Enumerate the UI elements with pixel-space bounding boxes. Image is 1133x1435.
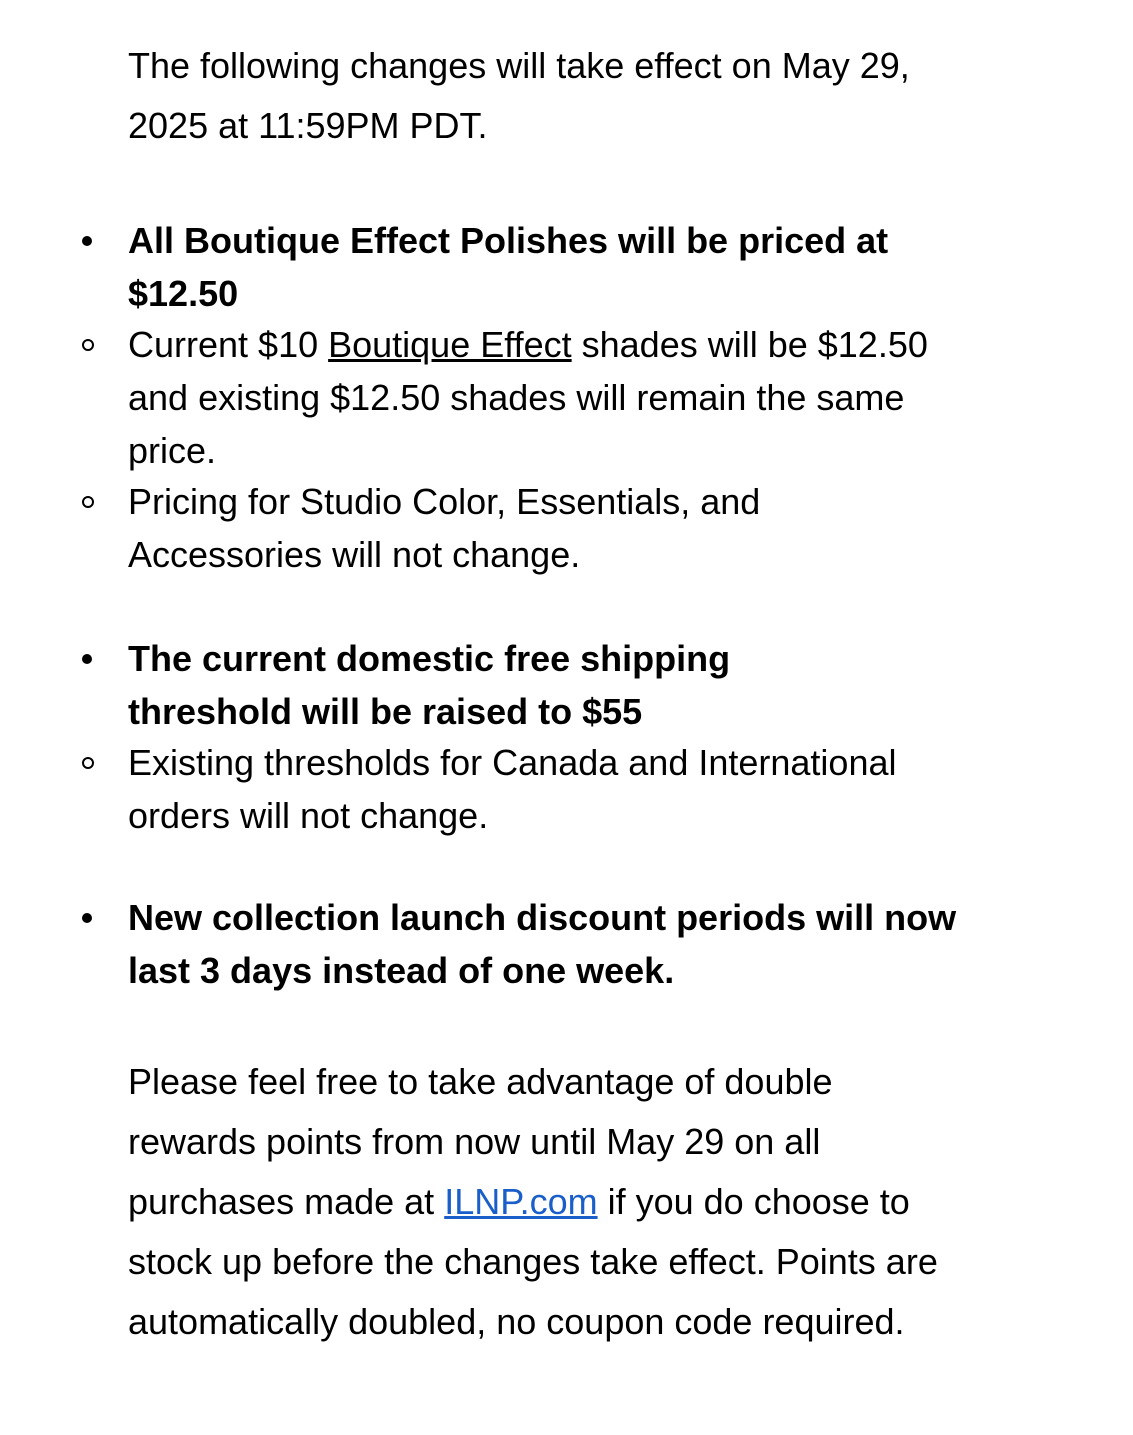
bullet-disc-icon (82, 654, 92, 664)
bullet-shipping (128, 632, 848, 738)
closing-paragraph (128, 1052, 948, 1352)
intro-paragraph (128, 36, 928, 156)
bullet-circle-icon (82, 757, 94, 769)
bullet-circle-icon (82, 496, 94, 508)
sub-bullet-thresholds (128, 736, 988, 842)
sub-bullet-studio-color-text: Pricing for Studio Color, Essentials, and Accessories will not change. (128, 481, 761, 575)
bullet-circle-icon (82, 339, 94, 351)
bullet-pricing (128, 214, 968, 320)
closing-text-after: if you do choose to stock up before the changes take effect. Points are automatically doubled, no coupon code required. (128, 1181, 938, 1342)
bullet-discount (128, 891, 958, 997)
sub-bullet-studio-color (128, 475, 868, 581)
bullet-disc-icon (82, 236, 92, 246)
bullet-pricing-text: All Boutique Effect Polishes will be priced at $12.50 (128, 220, 889, 314)
sub-text-before: Current $10 (128, 324, 329, 365)
sub-bullet-boutique-effect-text (128, 318, 948, 477)
ilnp-link[interactable]: ILNP.com (444, 1181, 598, 1222)
bullet-discount-text: New collection launch discount periods will now last 3 days instead of one week. (128, 897, 957, 991)
boutique-effect-link[interactable]: Boutique Effect (328, 324, 572, 365)
sub-text-after: shades will be $12.50 and existing $12.50 shades will remain the same price. (128, 324, 928, 471)
bullet-disc-icon (82, 913, 92, 923)
bullet-shipping-text: The current domestic free shipping threshold will be raised to $55 (128, 638, 731, 732)
intro-text: The following changes will take effect on May 29, 2025 at 11:59PM PDT. (128, 45, 910, 146)
sub-bullet-boutique-effect (128, 318, 948, 477)
closing-text-before: Please feel free to take advantage of double rewards points from now until May 29 on all purchases made at (128, 1061, 833, 1222)
sub-bullet-thresholds-text: Existing thresholds for Canada and International orders will not change. (128, 742, 897, 836)
